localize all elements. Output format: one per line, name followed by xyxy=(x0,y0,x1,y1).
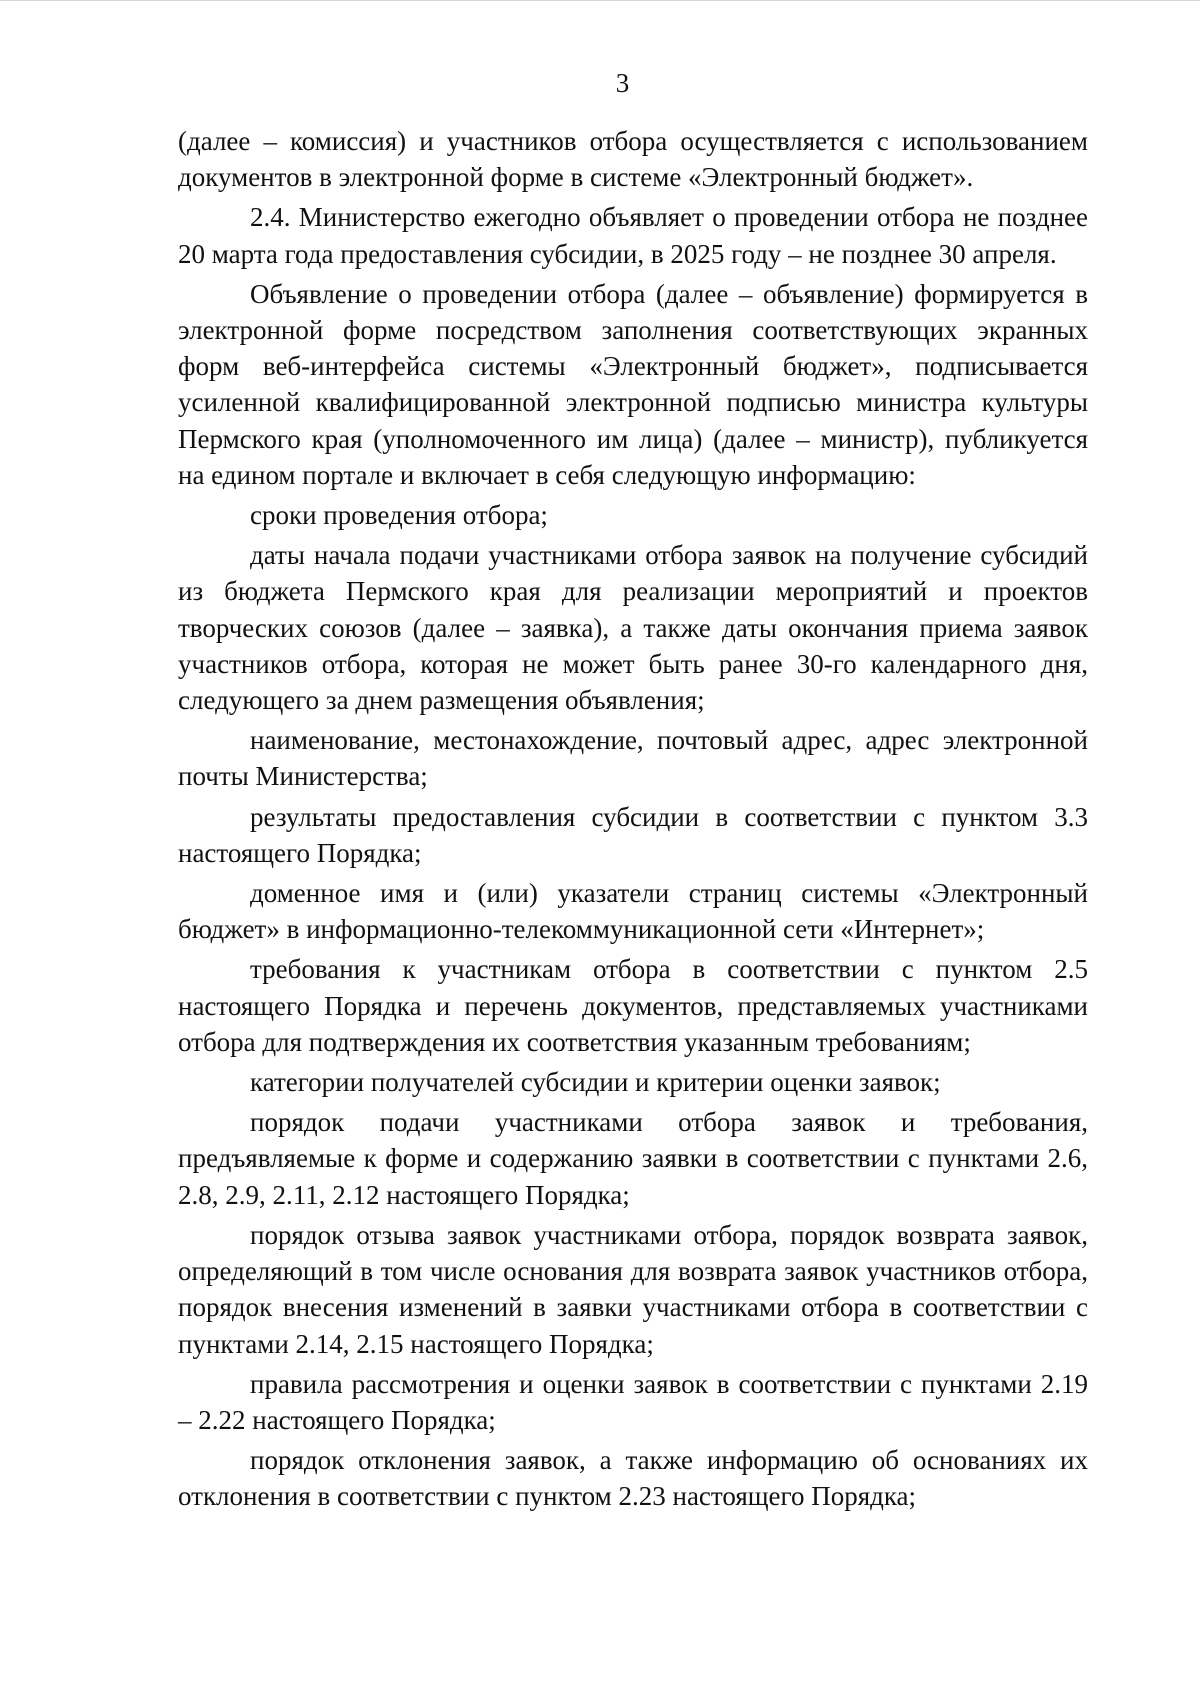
document-body xyxy=(178,123,1088,1515)
list-item-participant-requirements: требования к участникам отбора в соответствии с пунктом 2.5 настоящего Порядка и перечень документов, представляемых участниками отбора для подтверждения их соответствия указанным требованиям; xyxy=(178,954,1088,1057)
list-item-domain-name: доменное имя и (или) указатели страниц системы «Электронный бюджет» в информационно-телекоммуникационной сети «Интернет»; xyxy=(178,878,1088,945)
list-item-application-dates: даты начала подачи участниками отбора заявок на получение субсидий из бюджета Пермского края для реализации мероприятий и проектов творческих союзов (далее – заявка), а также даты окончания приема заявок участников отбора, которая не может быть ранее 30-го календарного дня, следующего за днем размещения объявления; xyxy=(178,540,1088,716)
paragraph-commission-continuation: (далее – комиссия) и участников отбора осуществляется с использованием документов в электронной форме в системе «Электронный бюджет». xyxy=(178,126,1088,193)
list-item-rejection-procedure: порядок отклонения заявок, а также информацию об основаниях их отклонения в соответствии с пунктом 2.23 настоящего Порядка; xyxy=(178,1445,1088,1512)
list-item-subsidy-results: результаты предоставления субсидии в соответствии с пунктом 3.3 настоящего Порядка; xyxy=(178,801,1088,868)
list-item-selection-dates: сроки проведения отбора; xyxy=(250,500,548,531)
paragraph-announcement: Объявление о проведении отбора (далее – объявление) формируется в электронной форме посредством заполнения соответствующих экранных форм веб-интерфейса системы «Электронный бюджет», подписывается усиленной квалифицированной электронной подписью министра культуры Пермского края (уполномоченного им лица) (далее – министр), публикуется на едином портале и включает в себя следующую информацию: xyxy=(178,278,1088,490)
list-item-withdrawal-procedure: порядок отзыва заявок участниками отбора, порядок возврата заявок, определяющий в том числе основания для возврата заявок участников отбора, порядок внесения изменений в заявки участниками отбора в соответствии с пунктами 2.14, 2.15 настоящего Порядка; xyxy=(178,1219,1088,1359)
list-item-recipient-categories: категории получателей субсидии и критерии оценки заявок; xyxy=(250,1067,941,1098)
list-item-review-rules: правила рассмотрения и оценки заявок в соответствии с пунктами 2.19 – 2.22 настоящего Порядка; xyxy=(178,1368,1088,1435)
list-item-ministry-contacts: наименование, местонахождение, почтовый адрес, адрес электронной почты Министерства; xyxy=(178,725,1088,792)
paragraph-2-4: 2.4. Министерство ежегодно объявляет о проведении отбора не позднее 20 марта года предоставления субсидии, в 2025 году – не позднее 30 апреля. xyxy=(178,202,1088,269)
list-item-submission-procedure: порядок подачи участниками отбора заявок и требования, предъявляемые к форме и содержанию заявки в соответствии с пунктами 2.6, 2.8, 2.9, 2.11, 2.12 настоящего Порядка; xyxy=(178,1107,1088,1210)
page-number: 3 xyxy=(615,68,630,98)
